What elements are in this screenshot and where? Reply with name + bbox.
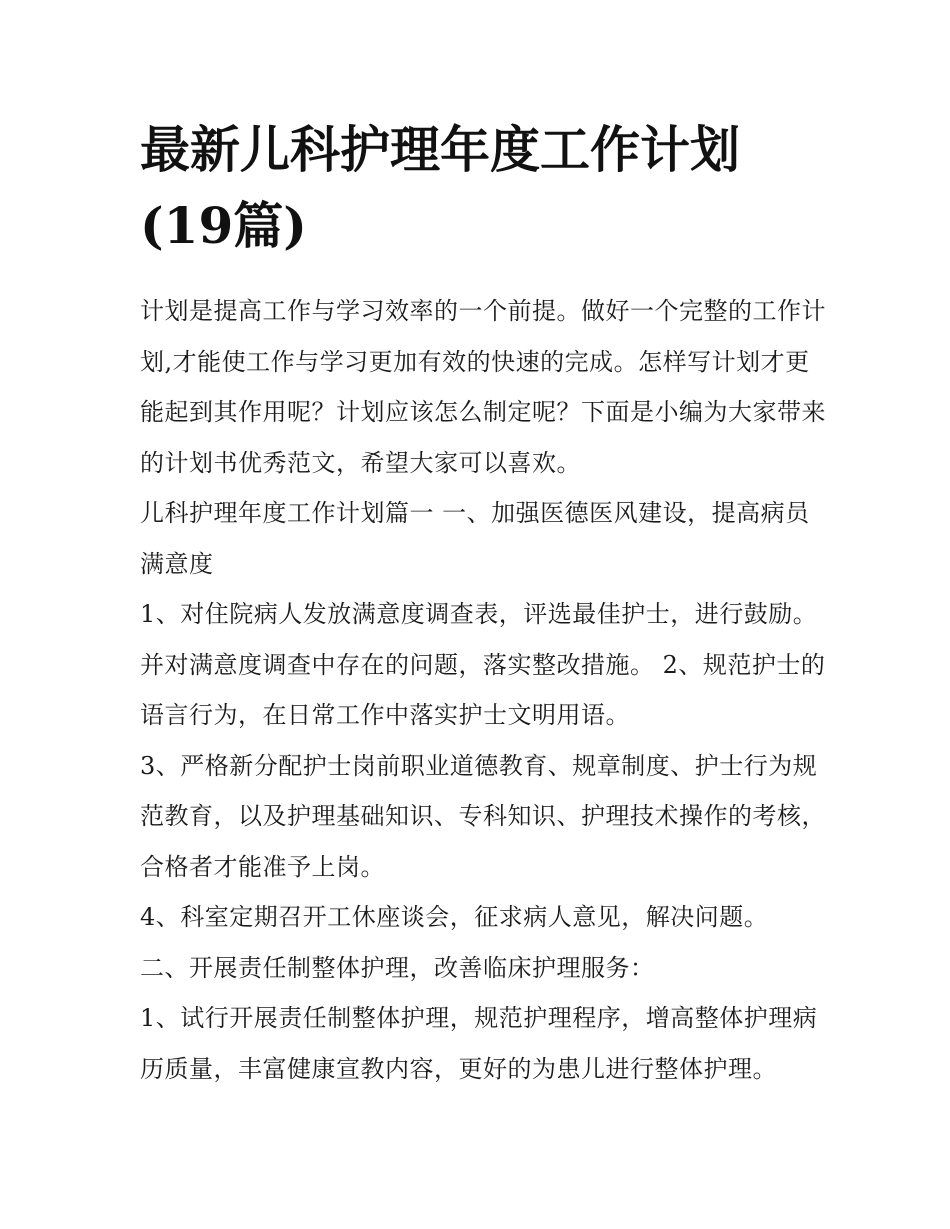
paragraph-list (140, 286, 830, 1094)
paragraph-item: 4、科室定期召开工休座谈会，征求病人意见，解决问题。 (140, 903, 769, 931)
document-title: 最新儿科护理年度工作计划(19篇) (140, 120, 740, 255)
paragraph-item: 1、试行开展责任制整体护理，规范护理程序，增高整体护理病历质量，丰富健康宣教内容，更好的为患儿进行整体护理。 (140, 1004, 818, 1083)
paragraph-item: 1、对住院病人发放满意度调查表，评选最佳护士，进行鼓励。并对满意度调查中存在的问题，落实整改措施。 2、规范护士的语言行为，在日常工作中落实护士文明用语。 (140, 600, 826, 729)
paragraph-section-2-heading: 二、开展责任制整体护理，改善临床护理服务： (140, 953, 655, 982)
paragraph-section-1-heading: 儿科护理年度工作计划篇一 一、加强医德医风建设，提高病员满意度 (140, 499, 810, 578)
document-body (140, 112, 830, 1094)
paragraph-intro: 计划是提高工作与学习效率的一个前提。做好一个完整的工作计划,才能使工作与学习更加有效的快速的完成。怎样写计划才更能起到其作用呢？计划应该怎么制定呢？下面是小编为大家带来的计划书优秀范文，希望大家可以喜欢。 (140, 297, 826, 477)
paragraph-item: 3、严格新分配护士岗前职业道德教育、规章制度、护士行为规范教育，以及护理基础知识、专科知识、护理技术操作的考核，合格者才能准予上岗。 (140, 751, 826, 881)
